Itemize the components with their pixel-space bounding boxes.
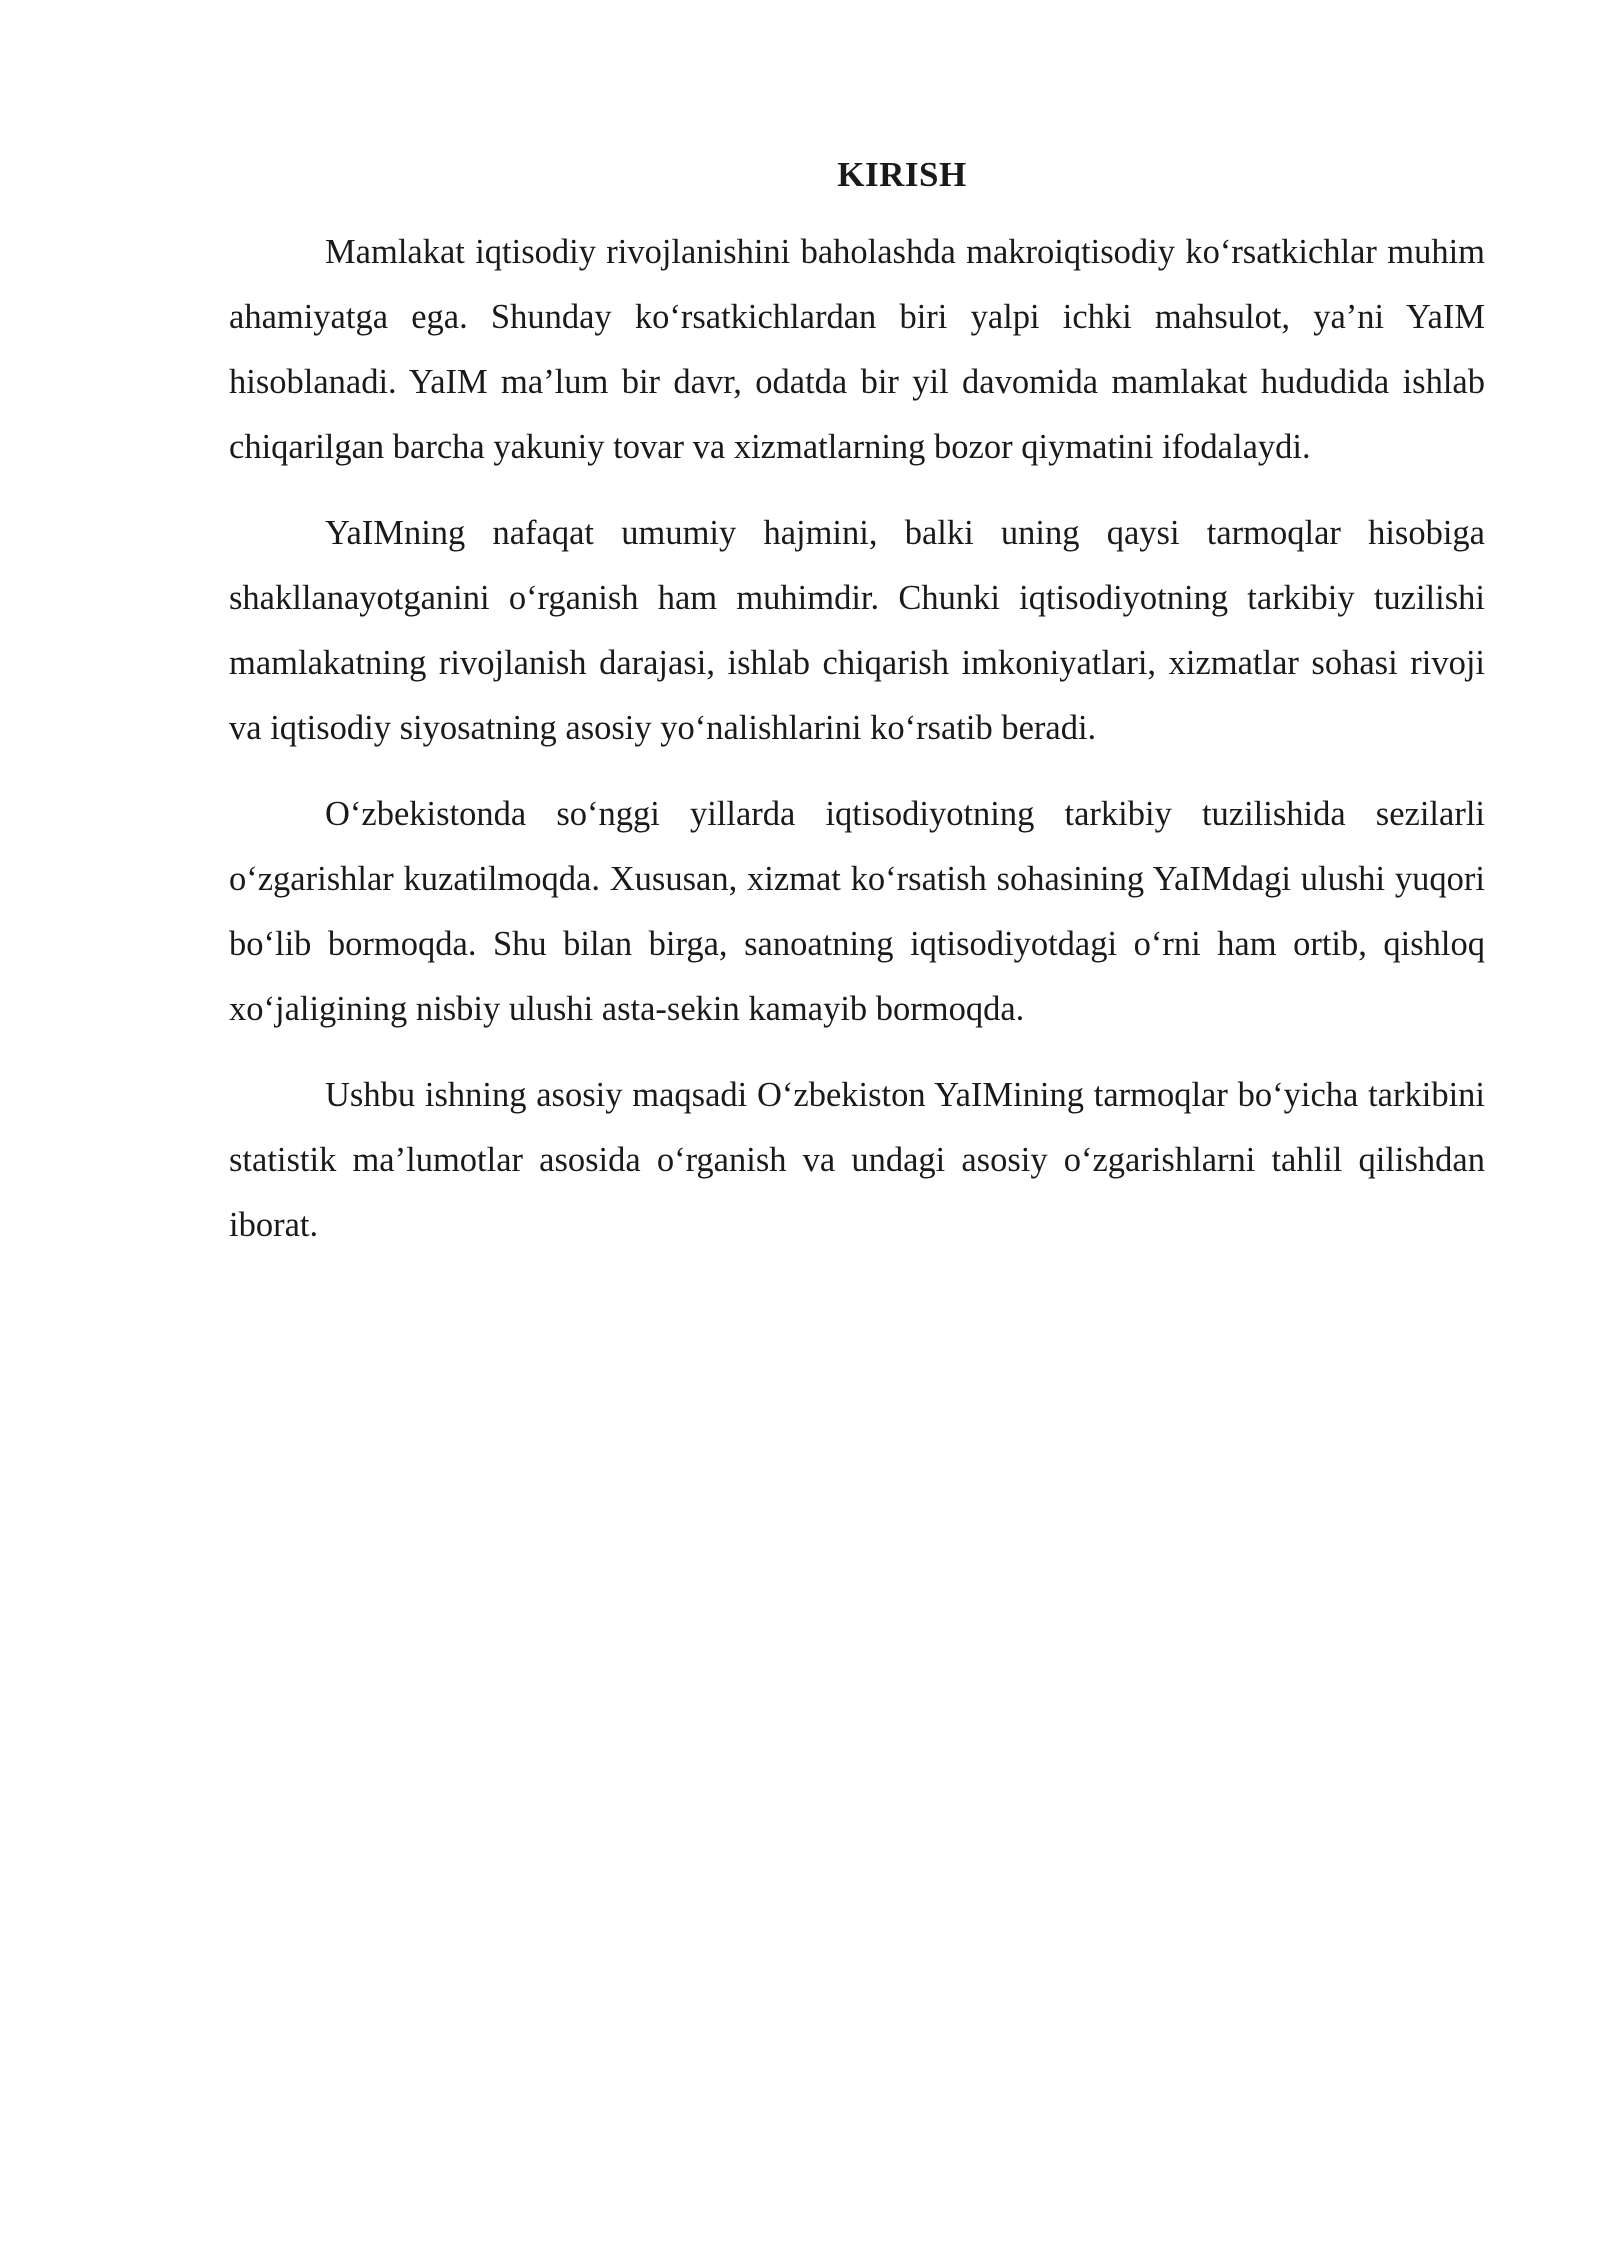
paragraph-1: Mamlakat iqtisodiy rivojlanishini baholashda makroiqtisodiy ko‘rsatkichlar muhim ahamiyatga ega. Shunday ko‘rsatkichlardan biri yalpi ichki mahsulot, ya’ni YaIM hisoblanadi. YaIM ma’lum bir davr, odatda bir yil davomida mamlakat hududida ishlab chiqarilgan barcha yakuniy tovar va xizmatlarning bozor qiymatini ifodalaydi.	[229, 233, 1485, 466]
section-heading: KIRISH	[837, 155, 967, 194]
document-page	[229, 150, 1485, 1279]
paragraph-2: YaIMning nafaqat umumiy hajmini, balki uning qaysi tarmoqlar hisobiga shakllanayotganini o‘rganish ham muhimdir. Chunki iqtisodiyotning tarkibiy tuzilishi mamlakatning rivojlanish darajasi, ishlab chiqarish imkoniyatlari, xizmatlar sohasi rivoji va iqtisodiy siyosatning asosiy yo‘nalishlarini ko‘rsatib beradi.	[229, 514, 1485, 747]
paragraph-4: Ushbu ishning asosiy maqsadi O‘zbekiston YaIMining tarmoqlar bo‘yicha tarkibini statistik ma’lumotlar asosida o‘rganish va undagi asosiy o‘zgarishlarni tahlil qilishdan iborat.	[229, 1076, 1485, 1244]
paragraph-3: O‘zbekistonda so‘nggi yillarda iqtisodiyotning tarkibiy tuzilishida sezilarli o‘zgarishlar kuzatilmoqda. Xususan, xizmat ko‘rsatish sohasining YaIMdagi ulushi yuqori bo‘lib bormoqda. Shu bilan birga, sanoatning iqtisodiyotdagi o‘rni ham ortib, qishloq xo‘jaligining nisbiy ulushi asta-sekin kamayib bormoqda.	[229, 795, 1485, 1028]
